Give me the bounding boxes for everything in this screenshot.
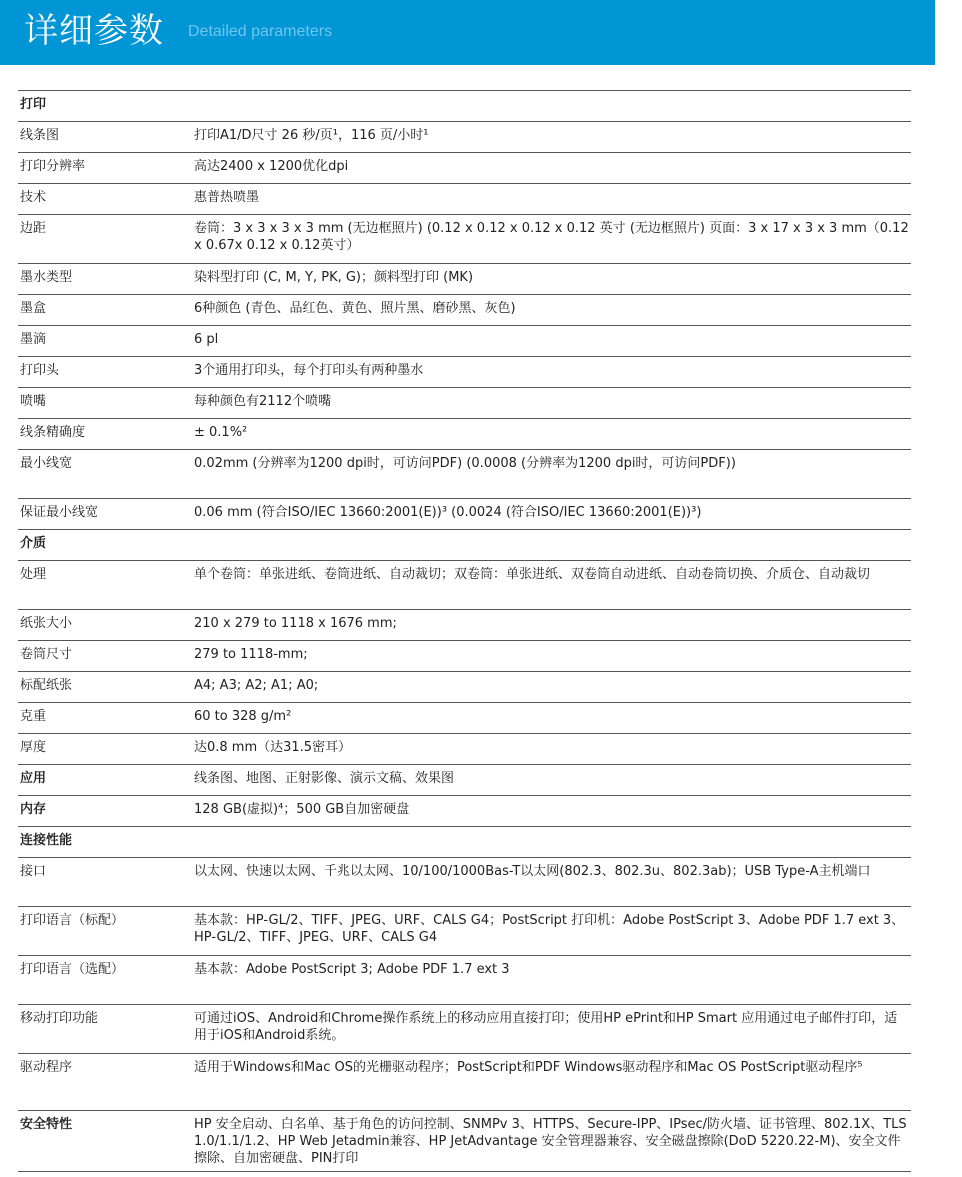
row-value: 每种颜色有2112个喷嘴 [192, 388, 911, 419]
row-value: 打印A1/D尺寸 26 秒/页¹，116 页/小时¹ [192, 122, 911, 153]
row-value: 卷筒：3 x 3 x 3 x 3 mm (无边框照片) (0.12 x 0.12 x 0.12 x 0.12 英寸 (无边框照片) 页面：3 x 17 x 3 x 3 mm（0.12 x 0.67x 0.12 x 0.12英寸） [192, 215, 911, 264]
table-row [18, 765, 911, 796]
table-row [18, 907, 911, 956]
spec-table [18, 90, 911, 1172]
row-value: 210 x 279 to 1118 x 1676 mm; [192, 610, 911, 641]
table-row [18, 122, 911, 153]
row-label: 卷筒尺寸 [18, 641, 192, 672]
row-label: 墨水类型 [18, 264, 192, 295]
table-row [18, 530, 911, 561]
row-label: 技术 [18, 184, 192, 215]
row-label: 保证最小线宽 [18, 499, 192, 530]
table-row [18, 672, 911, 703]
row-label: 打印分辨率 [18, 153, 192, 184]
row-value: 可通过iOS、Android和Chrome操作系统上的移动应用直接打印；使用HP ePrint和HP Smart 应用通过电子邮件打印，适用于iOS和Android系统。 [192, 1005, 911, 1054]
page-subtitle: Detailed parameters [188, 23, 333, 40]
row-label: 最小线宽 [18, 450, 192, 499]
table-row [18, 610, 911, 641]
row-value: A4; A3; A2; A1; A0; [192, 672, 911, 703]
row-label: 线条精确度 [18, 419, 192, 450]
table-row [18, 1005, 911, 1054]
row-label: 喷嘴 [18, 388, 192, 419]
row-label: 墨滴 [18, 326, 192, 357]
row-label: 接口 [18, 858, 192, 907]
row-value: ± 0.1%² [192, 419, 911, 450]
table-row [18, 419, 911, 450]
table-row [18, 388, 911, 419]
table-row [18, 264, 911, 295]
table-row [18, 561, 911, 610]
row-value: 适用于Windows和Mac OS的光栅驱动程序；PostScript和PDF Windows驱动程序和Mac OS PostScript驱动程序⁵ [192, 1054, 911, 1111]
row-label: 介质 [18, 530, 192, 561]
row-label: 墨盒 [18, 295, 192, 326]
table-row [18, 858, 911, 907]
row-value: 0.02mm (分辨率为1200 dpi时，可访问PDF) (0.0008 (分辨率为1200 dpi时，可访问PDF)) [192, 450, 911, 499]
row-value: 线条图、地图、正射影像、演示文稿、效果图 [192, 765, 911, 796]
table-row [18, 215, 911, 264]
row-label: 打印语言（选配） [18, 956, 192, 1005]
table-row [18, 357, 911, 388]
row-label: 克重 [18, 703, 192, 734]
table-row [18, 450, 911, 499]
table-row [18, 796, 911, 827]
table-row [18, 499, 911, 530]
row-value: 基本款：Adobe PostScript 3; Adobe PDF 1.7 ext 3 [192, 956, 911, 1005]
table-row [18, 827, 911, 858]
table-row [18, 153, 911, 184]
row-value: 0.06 mm (符合ISO/IEC 13660:2001(E))³ (0.0024 (符合ISO/IEC 13660:2001(E))³) [192, 499, 911, 530]
row-value: 基本款：HP-GL/2、TIFF、JPEG、URF、CALS G4；PostScript 打印机：Adobe PostScript 3、Adobe PDF 1.7 ext 3、HP-GL/2、TIFF、JPEG、URF、CALS G4 [192, 907, 911, 956]
table-row [18, 184, 911, 215]
row-label: 安全特性 [18, 1111, 192, 1172]
row-label: 驱动程序 [18, 1054, 192, 1111]
table-row [18, 703, 911, 734]
row-value: 以太网、快速以太网、千兆以太网、10/100/1000Bas-T以太网(802.3、802.3u、802.3ab)；USB Type-A主机端口 [192, 858, 911, 907]
row-label: 打印语言（标配） [18, 907, 192, 956]
row-value [192, 827, 911, 858]
page-header [0, 0, 935, 65]
row-label: 打印 [18, 91, 192, 122]
row-value: 惠普热喷墨 [192, 184, 911, 215]
table-row [18, 91, 911, 122]
row-value: 6种颜色 (青色、品红色、黄色、照片黑、磨砂黑、灰色) [192, 295, 911, 326]
table-row [18, 295, 911, 326]
table-row [18, 1054, 911, 1111]
row-label: 标配纸张 [18, 672, 192, 703]
row-label: 内存 [18, 796, 192, 827]
row-value: 279 to 1118-mm; [192, 641, 911, 672]
row-label: 移动打印功能 [18, 1005, 192, 1054]
row-label: 应用 [18, 765, 192, 796]
table-row [18, 1111, 911, 1172]
row-label: 厚度 [18, 734, 192, 765]
row-value: 单个卷筒：单张进纸、卷筒进纸、自动裁切；双卷筒：单张进纸、双卷筒自动进纸、自动卷筒切换、介质仓、自动裁切 [192, 561, 911, 610]
row-value: 60 to 328 g/m² [192, 703, 911, 734]
row-label: 线条图 [18, 122, 192, 153]
row-label: 边距 [18, 215, 192, 264]
row-value [192, 530, 911, 561]
row-label: 打印头 [18, 357, 192, 388]
row-label: 处理 [18, 561, 192, 610]
row-value: 染料型打印 (C, M, Y, PK, G)；颜料型打印 (MK) [192, 264, 911, 295]
row-label: 连接性能 [18, 827, 192, 858]
table-row [18, 734, 911, 765]
table-row [18, 956, 911, 1005]
row-value [192, 91, 911, 122]
table-row [18, 641, 911, 672]
row-value: 高达2400 x 1200优化dpi [192, 153, 911, 184]
page-title: 详细参数 [24, 11, 164, 51]
row-label: 纸张大小 [18, 610, 192, 641]
row-value: 128 GB(虚拟)⁴；500 GB自加密硬盘 [192, 796, 911, 827]
row-value: 6 pl [192, 326, 911, 357]
row-value: 3个通用打印头，每个打印头有两种墨水 [192, 357, 911, 388]
row-value: 达0.8 mm（达31.5密耳） [192, 734, 911, 765]
table-row [18, 326, 911, 357]
row-value: HP 安全启动、白名单、基于角色的访问控制、SNMPv 3、HTTPS、Secure-IPP、IPsec/防火墙、证书管理、802.1X、TLS 1.0/1.1/1.2、HP Web Jetadmin兼容、HP JetAdvantage 安全管理器兼容、安全磁盘擦除(DoD 5220.22-M)、安全文件擦除、自加密硬盘、PIN打印 [192, 1111, 911, 1172]
